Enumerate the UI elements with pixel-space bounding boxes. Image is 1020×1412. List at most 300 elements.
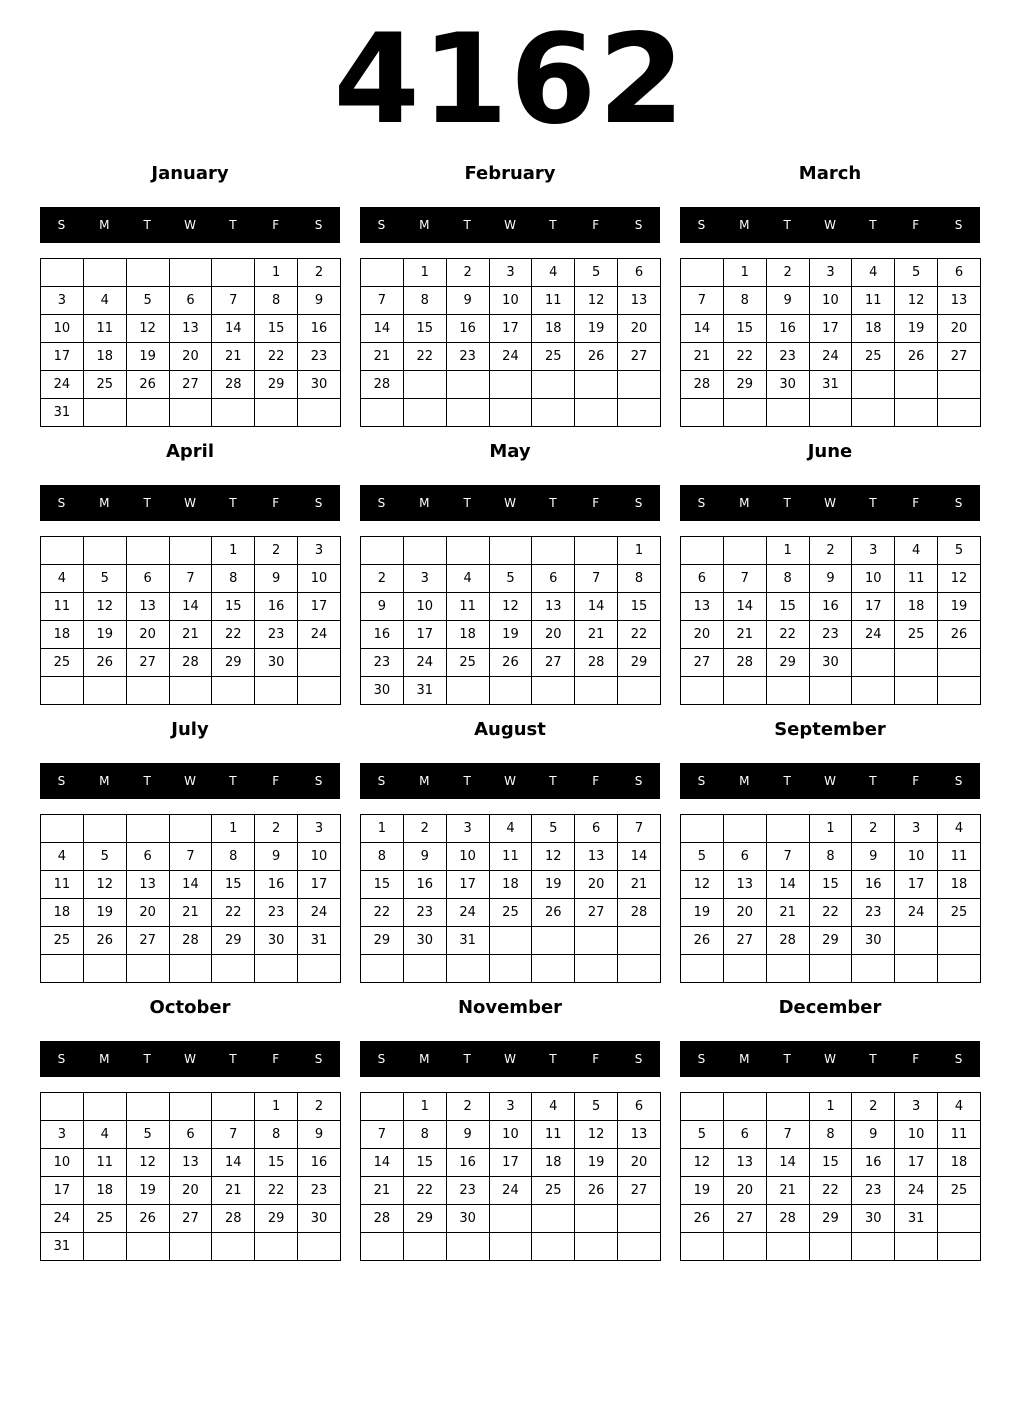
- day-cell: [532, 1233, 575, 1261]
- day-cell: 7: [169, 565, 212, 593]
- weekday-label: M: [739, 496, 750, 510]
- day-cell: 13: [938, 287, 981, 315]
- week-row: [361, 315, 661, 343]
- day-cell: 8: [403, 1121, 446, 1149]
- weekday-label: F: [592, 218, 600, 232]
- weekday-label: M: [739, 218, 750, 232]
- day-cell: 28: [723, 649, 766, 677]
- day-cell: 25: [83, 371, 126, 399]
- day-cell: 28: [212, 371, 255, 399]
- weekday-label: W: [824, 496, 836, 510]
- weekday-label: S: [954, 496, 963, 510]
- day-cell: 27: [938, 343, 981, 371]
- day-cell: 18: [532, 315, 575, 343]
- day-cell: [618, 1233, 661, 1261]
- week-row: [681, 927, 981, 955]
- day-cell: [212, 677, 255, 705]
- day-cell: 25: [895, 621, 938, 649]
- day-cell: 8: [212, 843, 255, 871]
- day-cell: 8: [255, 287, 298, 315]
- day-cell: [126, 537, 169, 565]
- week-row: [681, 287, 981, 315]
- day-cell: [489, 677, 532, 705]
- day-cell: 24: [298, 621, 341, 649]
- day-cell: 15: [255, 315, 298, 343]
- weekday-label: M: [739, 1052, 750, 1066]
- day-cell: 21: [361, 343, 404, 371]
- weekday-label: T: [549, 1052, 557, 1066]
- day-cell: 12: [681, 1149, 724, 1177]
- weekday-label: T: [549, 218, 557, 232]
- day-cell: 2: [361, 565, 404, 593]
- week-row: [681, 565, 981, 593]
- day-cell: [41, 259, 84, 287]
- day-cell: [938, 955, 981, 983]
- day-cell: [126, 1093, 169, 1121]
- day-cell: [618, 1205, 661, 1233]
- day-cell: [895, 1233, 938, 1261]
- day-cell: [681, 677, 724, 705]
- week-row: [361, 871, 661, 899]
- day-cell: [83, 537, 126, 565]
- day-cell: 17: [41, 343, 84, 371]
- week-row: [41, 371, 341, 399]
- month-title: July: [171, 719, 209, 740]
- weekday-label: M: [419, 774, 430, 788]
- week-row: [681, 1093, 981, 1121]
- weekday-label: W: [184, 1052, 196, 1066]
- day-cell: [766, 955, 809, 983]
- weekday-label: T: [463, 496, 471, 510]
- day-cell: 29: [255, 1205, 298, 1233]
- weekday-label: T: [229, 774, 237, 788]
- week-row: [681, 1149, 981, 1177]
- day-cell: 5: [126, 287, 169, 315]
- day-cell: 24: [41, 371, 84, 399]
- day-cell: [575, 399, 618, 427]
- weekday-label: M: [419, 218, 430, 232]
- weekday-label: F: [592, 1052, 600, 1066]
- day-cell: 3: [895, 1093, 938, 1121]
- day-cell: [403, 399, 446, 427]
- day-cell: 7: [361, 1121, 404, 1149]
- day-cell: 17: [895, 871, 938, 899]
- day-cell: 21: [212, 343, 255, 371]
- day-cell: [852, 371, 895, 399]
- day-grid: [680, 536, 981, 705]
- day-cell: 24: [895, 1177, 938, 1205]
- day-cell: 8: [361, 843, 404, 871]
- weekday-label: S: [697, 774, 706, 788]
- weekday-label: S: [954, 1052, 963, 1066]
- day-cell: 26: [83, 927, 126, 955]
- weekday-label: S: [634, 774, 643, 788]
- day-cell: 18: [489, 871, 532, 899]
- day-cell: 22: [618, 621, 661, 649]
- day-cell: [255, 1233, 298, 1261]
- week-row: [361, 371, 661, 399]
- day-cell: [169, 1093, 212, 1121]
- day-cell: [41, 537, 84, 565]
- day-cell: 15: [723, 315, 766, 343]
- weekday-label: T: [463, 218, 471, 232]
- day-cell: [938, 1233, 981, 1261]
- day-cell: [212, 1093, 255, 1121]
- day-cell: 19: [938, 593, 981, 621]
- day-cell: 11: [532, 287, 575, 315]
- day-cell: [403, 1233, 446, 1261]
- week-row: [41, 537, 341, 565]
- week-row: [41, 1093, 341, 1121]
- day-cell: [298, 1233, 341, 1261]
- day-cell: 4: [41, 843, 84, 871]
- day-cell: 12: [575, 287, 618, 315]
- day-cell: 20: [169, 343, 212, 371]
- day-cell: 3: [403, 565, 446, 593]
- week-row: [361, 815, 661, 843]
- day-cell: 17: [403, 621, 446, 649]
- day-cell: [532, 537, 575, 565]
- day-cell: 28: [575, 649, 618, 677]
- day-cell: 7: [575, 565, 618, 593]
- day-cell: 3: [298, 537, 341, 565]
- day-cell: 6: [126, 565, 169, 593]
- day-cell: 9: [852, 1121, 895, 1149]
- day-cell: [852, 1233, 895, 1261]
- day-cell: 13: [169, 315, 212, 343]
- weekday-label: S: [634, 496, 643, 510]
- month-title: December: [778, 997, 882, 1018]
- day-cell: 7: [212, 287, 255, 315]
- week-row: [681, 259, 981, 287]
- day-cell: 27: [681, 649, 724, 677]
- week-row: [41, 1177, 341, 1205]
- week-row: [361, 343, 661, 371]
- day-cell: [489, 371, 532, 399]
- day-cell: [169, 677, 212, 705]
- weekday-label: T: [143, 774, 151, 788]
- day-cell: 2: [403, 815, 446, 843]
- week-row: [361, 287, 661, 315]
- day-cell: [532, 371, 575, 399]
- day-grid: [360, 814, 661, 983]
- day-cell: 3: [298, 815, 341, 843]
- day-cell: 10: [446, 843, 489, 871]
- day-cell: [723, 1093, 766, 1121]
- weekday-header: [680, 207, 980, 243]
- day-cell: 13: [575, 843, 618, 871]
- day-cell: 30: [298, 1205, 341, 1233]
- day-grid: [360, 536, 661, 705]
- week-row: [41, 677, 341, 705]
- day-cell: [681, 399, 724, 427]
- day-cell: 23: [766, 343, 809, 371]
- day-cell: [681, 955, 724, 983]
- day-cell: 17: [809, 315, 852, 343]
- week-row: [361, 1205, 661, 1233]
- day-cell: 15: [403, 1149, 446, 1177]
- weekday-label: T: [783, 774, 791, 788]
- day-cell: 23: [361, 649, 404, 677]
- day-cell: 9: [766, 287, 809, 315]
- day-cell: 18: [532, 1149, 575, 1177]
- day-cell: 11: [532, 1121, 575, 1149]
- day-cell: [169, 399, 212, 427]
- day-cell: [681, 259, 724, 287]
- month-title: August: [474, 719, 546, 740]
- day-cell: 13: [126, 871, 169, 899]
- day-cell: 16: [852, 871, 895, 899]
- day-cell: 14: [681, 315, 724, 343]
- day-cell: 28: [212, 1205, 255, 1233]
- day-cell: 6: [575, 815, 618, 843]
- day-cell: 26: [681, 927, 724, 955]
- weekday-label: W: [504, 1052, 516, 1066]
- day-cell: 21: [618, 871, 661, 899]
- day-cell: 20: [618, 315, 661, 343]
- day-cell: [489, 927, 532, 955]
- weekday-label: T: [869, 1052, 877, 1066]
- day-cell: 18: [938, 871, 981, 899]
- month-title: June: [807, 441, 853, 462]
- day-cell: 22: [809, 1177, 852, 1205]
- weekday-label: F: [272, 774, 280, 788]
- day-cell: 4: [83, 287, 126, 315]
- weekday-label: F: [912, 496, 920, 510]
- week-row: [361, 1149, 661, 1177]
- day-cell: 30: [446, 1205, 489, 1233]
- day-cell: 30: [255, 649, 298, 677]
- day-cell: [169, 259, 212, 287]
- day-cell: [895, 927, 938, 955]
- day-cell: 19: [575, 315, 618, 343]
- week-row: [681, 343, 981, 371]
- week-row: [361, 1093, 661, 1121]
- day-cell: 9: [446, 1121, 489, 1149]
- day-cell: 12: [126, 1149, 169, 1177]
- day-cell: 26: [575, 343, 618, 371]
- day-cell: [361, 259, 404, 287]
- weekday-label: T: [143, 218, 151, 232]
- day-cell: [446, 537, 489, 565]
- day-cell: 5: [532, 815, 575, 843]
- day-cell: 11: [83, 1149, 126, 1177]
- day-cell: 20: [126, 621, 169, 649]
- week-row: [361, 899, 661, 927]
- day-cell: [126, 815, 169, 843]
- day-cell: 24: [298, 899, 341, 927]
- day-cell: 5: [575, 1093, 618, 1121]
- day-cell: 26: [938, 621, 981, 649]
- day-cell: 24: [852, 621, 895, 649]
- day-cell: [895, 399, 938, 427]
- day-cell: 8: [723, 287, 766, 315]
- week-row: [361, 649, 661, 677]
- day-cell: [41, 1093, 84, 1121]
- day-cell: 6: [618, 1093, 661, 1121]
- day-cell: 13: [618, 1121, 661, 1149]
- day-cell: 14: [575, 593, 618, 621]
- day-cell: 4: [489, 815, 532, 843]
- day-cell: 30: [852, 1205, 895, 1233]
- day-cell: 20: [938, 315, 981, 343]
- weekday-label: T: [783, 1052, 791, 1066]
- day-cell: 7: [766, 1121, 809, 1149]
- day-cell: [809, 399, 852, 427]
- day-cell: 28: [361, 1205, 404, 1233]
- day-cell: 3: [489, 1093, 532, 1121]
- day-cell: 5: [681, 1121, 724, 1149]
- day-cell: 21: [169, 899, 212, 927]
- day-cell: [723, 399, 766, 427]
- weekday-label: M: [419, 496, 430, 510]
- weekday-label: W: [824, 218, 836, 232]
- week-row: [361, 593, 661, 621]
- day-cell: 11: [852, 287, 895, 315]
- week-row: [361, 1177, 661, 1205]
- weekday-label: F: [912, 1052, 920, 1066]
- day-cell: [575, 677, 618, 705]
- day-cell: 26: [681, 1205, 724, 1233]
- day-cell: 13: [532, 593, 575, 621]
- weekday-label: S: [954, 774, 963, 788]
- day-cell: 6: [126, 843, 169, 871]
- weekday-label: S: [57, 1052, 66, 1066]
- day-cell: 5: [126, 1121, 169, 1149]
- day-cell: 23: [446, 343, 489, 371]
- day-cell: 4: [938, 1093, 981, 1121]
- week-row: [681, 621, 981, 649]
- week-row: [41, 955, 341, 983]
- day-cell: [446, 955, 489, 983]
- day-cell: 3: [852, 537, 895, 565]
- day-cell: 9: [361, 593, 404, 621]
- week-row: [41, 315, 341, 343]
- day-cell: 25: [852, 343, 895, 371]
- week-row: [41, 343, 341, 371]
- day-cell: 27: [169, 371, 212, 399]
- weekday-label: S: [314, 218, 323, 232]
- day-cell: 29: [766, 649, 809, 677]
- weekday-label: S: [377, 774, 386, 788]
- day-cell: 22: [255, 343, 298, 371]
- day-cell: [169, 955, 212, 983]
- day-cell: 11: [83, 315, 126, 343]
- day-cell: 30: [255, 927, 298, 955]
- day-cell: 10: [852, 565, 895, 593]
- day-cell: 7: [212, 1121, 255, 1149]
- day-cell: 7: [618, 815, 661, 843]
- day-cell: [403, 371, 446, 399]
- day-cell: 19: [681, 1177, 724, 1205]
- day-cell: 29: [255, 371, 298, 399]
- day-cell: 10: [298, 565, 341, 593]
- day-cell: 21: [575, 621, 618, 649]
- day-cell: 19: [126, 343, 169, 371]
- day-cell: 27: [169, 1205, 212, 1233]
- day-cell: 20: [618, 1149, 661, 1177]
- day-cell: 23: [298, 1177, 341, 1205]
- day-cell: 13: [723, 871, 766, 899]
- day-grid: [40, 258, 341, 427]
- day-cell: 6: [169, 1121, 212, 1149]
- day-cell: 3: [41, 287, 84, 315]
- day-cell: 21: [723, 621, 766, 649]
- day-cell: 9: [809, 565, 852, 593]
- week-row: [681, 537, 981, 565]
- weekday-label: S: [634, 1052, 643, 1066]
- day-cell: 22: [809, 899, 852, 927]
- day-cell: 26: [83, 649, 126, 677]
- week-row: [681, 315, 981, 343]
- day-cell: [83, 677, 126, 705]
- weekday-label: W: [184, 496, 196, 510]
- day-cell: 20: [575, 871, 618, 899]
- weekday-label: T: [463, 1052, 471, 1066]
- day-cell: 19: [83, 899, 126, 927]
- day-cell: [361, 1233, 404, 1261]
- week-row: [361, 677, 661, 705]
- day-cell: 20: [532, 621, 575, 649]
- day-cell: 23: [255, 621, 298, 649]
- day-cell: 1: [403, 259, 446, 287]
- weekday-label: W: [504, 496, 516, 510]
- day-cell: 28: [618, 899, 661, 927]
- day-cell: [575, 1233, 618, 1261]
- day-cell: [681, 1233, 724, 1261]
- day-cell: 10: [489, 1121, 532, 1149]
- day-cell: 1: [403, 1093, 446, 1121]
- day-cell: 31: [298, 927, 341, 955]
- day-cell: [169, 537, 212, 565]
- week-row: [41, 287, 341, 315]
- day-cell: 8: [809, 1121, 852, 1149]
- day-cell: 19: [575, 1149, 618, 1177]
- day-cell: [83, 259, 126, 287]
- day-cell: 7: [169, 843, 212, 871]
- day-cell: 22: [255, 1177, 298, 1205]
- day-grid: [360, 1092, 661, 1261]
- day-cell: 21: [169, 621, 212, 649]
- weekday-label: T: [549, 774, 557, 788]
- weekday-header: [680, 485, 980, 521]
- day-cell: [575, 371, 618, 399]
- weekday-label: F: [272, 1052, 280, 1066]
- day-cell: 4: [938, 815, 981, 843]
- week-row: [361, 399, 661, 427]
- day-cell: [41, 815, 84, 843]
- day-cell: 21: [766, 1177, 809, 1205]
- day-cell: 14: [618, 843, 661, 871]
- day-cell: [895, 677, 938, 705]
- day-cell: 17: [895, 1149, 938, 1177]
- day-cell: 30: [809, 649, 852, 677]
- day-cell: 12: [83, 871, 126, 899]
- day-cell: [766, 677, 809, 705]
- day-cell: [83, 1233, 126, 1261]
- weekday-header: [40, 485, 340, 521]
- day-cell: 21: [681, 343, 724, 371]
- day-cell: 10: [403, 593, 446, 621]
- day-cell: 17: [489, 1149, 532, 1177]
- day-cell: [532, 399, 575, 427]
- day-cell: 17: [489, 315, 532, 343]
- day-cell: 9: [255, 565, 298, 593]
- day-cell: 25: [489, 899, 532, 927]
- day-cell: 28: [766, 927, 809, 955]
- day-cell: [489, 537, 532, 565]
- weekday-label: T: [463, 774, 471, 788]
